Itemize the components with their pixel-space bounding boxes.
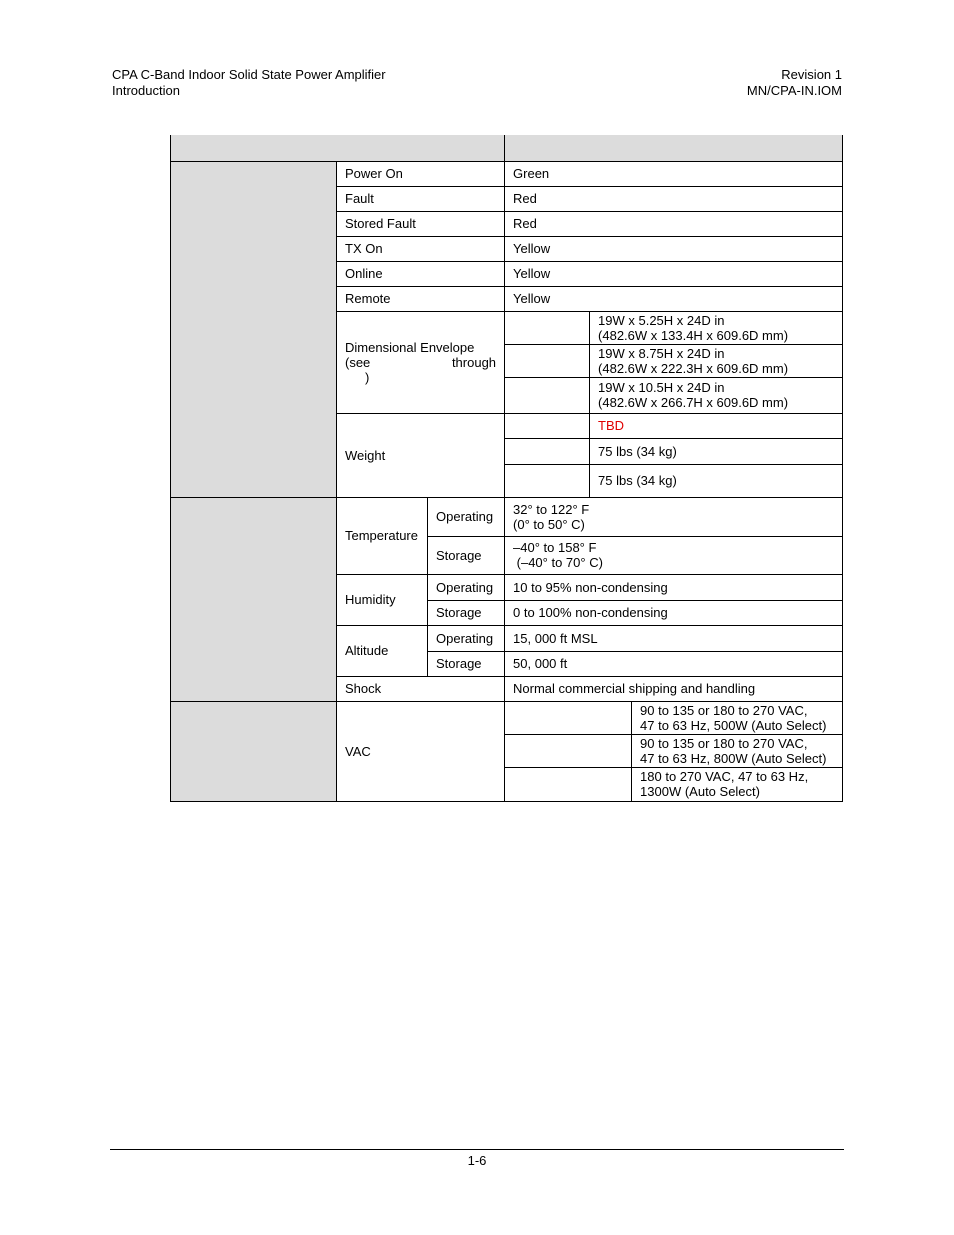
temperature-operating-value [505,497,843,536]
temp-fahrenheit: –40° to 158° F [513,540,597,555]
document-section: Introduction [112,83,180,98]
altitude-label: Altitude [337,625,428,676]
dimension-mm: (482.6W x 133.4H x 609.6D mm) [598,327,789,343]
altitude-operating-value: 15, 000 ft MSL [505,625,843,651]
power-voltage: 90 to 135 or 180 to 270 VAC, [640,735,808,751]
footer-divider [110,1149,844,1150]
indicator-value: Yellow [505,261,843,286]
model-cell [505,734,632,767]
model-cell [505,438,590,464]
model-cell [505,311,590,344]
table-header-cell [505,135,843,161]
category-cell-physical [171,161,337,497]
page-number: 1-6 [467,1153,487,1168]
condition-label: Storage [428,536,505,574]
power-value [632,734,843,767]
document-title: CPA C-Band Indoor Solid State Power Amplifier [112,67,386,82]
temp-celsius: (–40° to 70° C) [513,555,603,570]
weight-value: 75 lbs (34 kg) [590,438,843,464]
power-voltage: 180 to 270 VAC, 47 to 63 Hz, [640,769,809,784]
weight-label: Weight [337,413,505,497]
condition-label: Storage [428,600,505,625]
power-rating: 47 to 63 Hz, 500W (Auto Select) [640,717,827,733]
indicator-label: TX On [337,236,505,261]
note-see: (see [345,354,371,370]
indicator-label: Power On [337,161,505,186]
power-rating: 47 to 63 Hz, 800W (Auto Select) [640,750,827,766]
table-header-cell [171,135,505,161]
dimension-value [590,311,843,344]
model-cell [505,413,590,438]
dimension-mm: (482.6W x 222.3H x 609.6D mm) [598,360,789,376]
power-value [632,701,843,734]
document-header-left [112,67,386,99]
dimensional-envelope-note [345,355,496,370]
category-cell-environmental [171,497,337,701]
model-cell [505,344,590,377]
shock-value: Normal commercial shipping and handling [505,676,843,701]
temp-celsius: (0° to 50° C) [513,516,585,532]
power-voltage: 90 to 135 or 180 to 270 VAC, [640,702,808,718]
category-cell-power [171,701,337,801]
table-header-row [171,135,843,161]
indicator-value: Green [505,161,843,186]
dimension-inches: 19W x 5.25H x 24D in [598,312,725,328]
table-row [171,701,843,734]
indicator-value: Red [505,211,843,236]
specifications-table [170,135,843,802]
dimension-value [590,344,843,377]
temperature-label: Temperature [337,497,428,574]
indicator-label: Fault [337,186,505,211]
humidity-storage-value: 0 to 100% non-condensing [505,600,843,625]
condition-label: Operating [428,574,505,600]
dimension-inches: 19W x 8.75H x 24D in [598,345,725,361]
dimensional-envelope-label-cell [337,311,505,413]
dimension-mm: (482.6W x 266.7H x 609.6D mm) [598,395,789,410]
document-number: MN/CPA-IN.IOM [746,83,842,98]
indicator-label: Online [337,261,505,286]
note-through: through [451,354,497,370]
temp-fahrenheit: 32° to 122° F [513,501,590,517]
humidity-operating-value: 10 to 95% non-condensing [505,574,843,600]
model-cell [505,767,632,801]
power-value [632,767,843,801]
table-row [171,161,843,186]
condition-label: Storage [428,651,505,676]
indicator-label: Stored Fault [337,211,505,236]
document-header-right [747,67,842,99]
power-rating: 1300W (Auto Select) [640,784,760,799]
dimensional-envelope-label: Dimensional Envelope [345,339,475,355]
model-cell [505,701,632,734]
indicator-label: Remote [337,286,505,311]
indicator-value: Yellow [505,286,843,311]
weight-value: TBD [590,413,843,438]
power-vac-label: VAC [337,701,505,801]
condition-label: Operating [428,625,505,651]
temperature-storage-value [505,536,843,574]
indicator-value: Red [505,186,843,211]
altitude-storage-value: 50, 000 ft [505,651,843,676]
indicator-value: Yellow [505,236,843,261]
weight-value: 75 lbs (34 kg) [590,464,843,497]
note-close: ) [365,369,370,385]
table-row [171,497,843,536]
model-cell [505,377,590,413]
humidity-label: Humidity [337,574,428,625]
dimension-inches: 19W x 10.5H x 24D in [598,380,725,395]
model-cell [505,464,590,497]
shock-label: Shock [337,676,505,701]
condition-label: Operating [428,497,505,536]
document-revision: Revision 1 [781,67,842,82]
dimension-value [590,377,843,413]
